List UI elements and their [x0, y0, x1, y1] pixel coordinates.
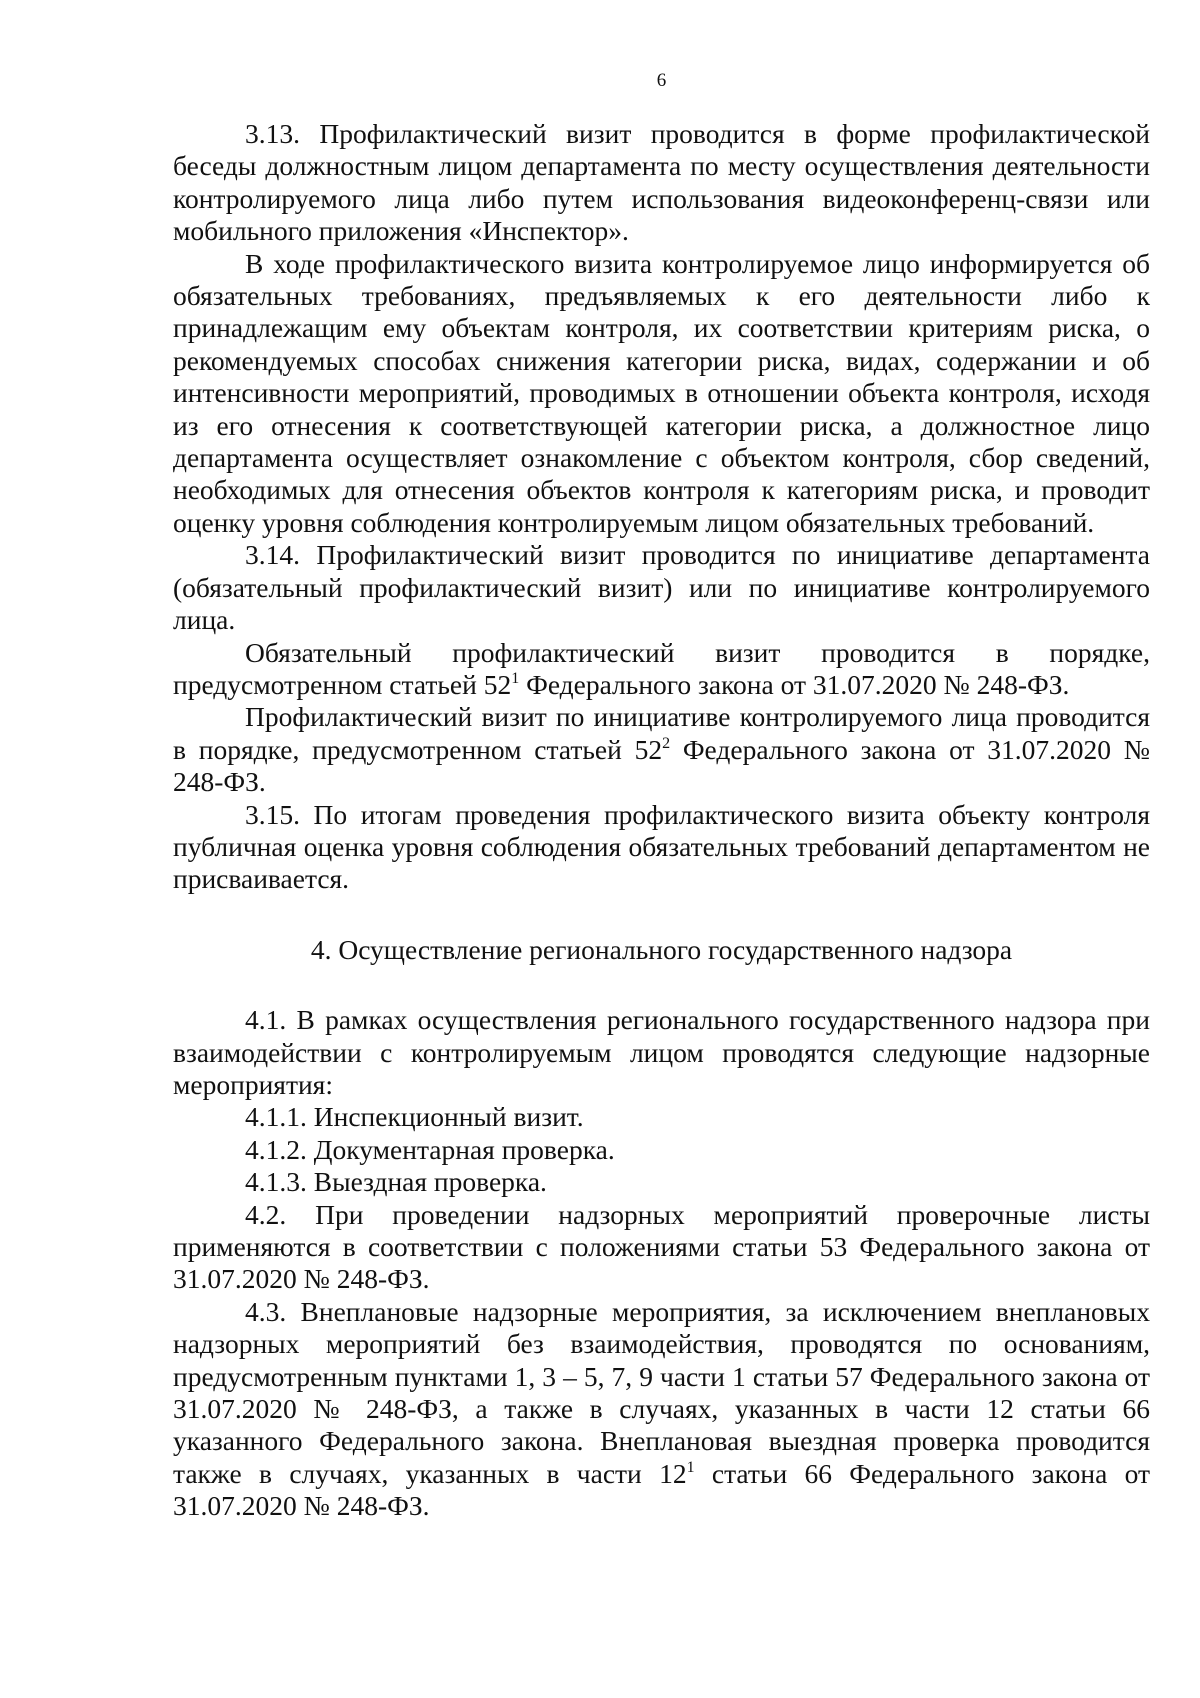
text-segment: 4.3. Внеплановые надзорные мероприятия, за исключением внеплановых надзорных мероприятий без взаимодействия, проводятся по основаниям, предусмотренным пунктами 1, 3 – 5, 7, 9 части 1 статьи 57 Федерального закона от 31.07.2020 № 248-ФЗ, а также в случаях, указанных в части 12 статьи 66 указанного Федерального закона. Внеплановая выездная проверка проводится также в случаях, указанных в части 12	[173, 1295, 1150, 1489]
paragraph-4-1: 4.1. В рамках осуществления регионального государственного надзора при взаимодействии с контролируемым лицом проводятся следующие надзорные мероприятия:	[173, 1004, 1150, 1100]
paragraph-4-1-2: 4.1.2. Документарная проверка.	[245, 1133, 615, 1165]
superscript: 1	[511, 669, 520, 687]
text-segment: статьи 66 Федерального закона от 31.07.2020 № 248-ФЗ.	[173, 1457, 1151, 1522]
paragraph-4-2: 4.2. При проведении надзорных мероприятий проверочные листы применяются в соответствии с положениями статьи 53 Федерального закона от 31.07.2020 № 248-ФЗ.	[173, 1198, 1150, 1295]
paragraph-3-13: 3.13. Профилактический визит проводится в форме профилактической беседы должностным лицом департамента по месту осуществления деятельности контролируемого лица либо путем использования видеоконференц-связи или мобильного приложения «Инспектор».	[173, 118, 1150, 247]
text-segment: Федерального закона от 31.07.2020 № 248-ФЗ.	[173, 733, 1150, 798]
paragraph-initiative-visit	[173, 701, 1150, 798]
section-heading: 4. Осуществление регионального государственного надзора	[310, 933, 1013, 965]
paragraph-mandatory-visit	[173, 637, 1150, 702]
paragraph-4-1-1: 4.1.1. Инспекционный визит.	[245, 1101, 584, 1133]
text-segment: Обязательный профилактический визит проводится в порядке, предусмотренном статьей 52	[173, 636, 1150, 700]
text-segment: Профилактический визит по инициативе контролируемого лица проводится в порядке, предусмотренном статьей 52	[173, 701, 1150, 765]
paragraph-3-15: 3.15. По итогам проведения профилактического визита объекту контроля публичная оценка уровня соблюдения обязательных требований департаментом не присваивается.	[173, 798, 1150, 895]
document-body	[173, 118, 1150, 1523]
text-segment: Федерального закона от 31.07.2020 № 248-ФЗ.	[519, 668, 1070, 700]
paragraph-4-1-3: 4.1.3. Выездная проверка.	[245, 1166, 547, 1198]
superscript: 2	[662, 734, 671, 752]
paragraph-3-14: 3.14. Профилактический визит проводится по инициативе департамента (обязательный профилактический визит) или по инициативе контролируемого лица.	[173, 539, 1150, 636]
paragraph-visit-info: В ходе профилактического визита контролируемое лицо информируется об обязательных требованиях, предъявляемых к его деятельности либо к принадлежащим ему объектам контроля, их соответствии критериям риска, о рекомендуемых способах снижения категории риска, видах, содержании и об интенсивности мероприятий, проводимых в отношении объекта контроля, исходя из его отнесения к соответствующей категории риска, а должностное лицо департамента осуществляет ознакомление с объектом контроля, сбор сведений, необходимых для отнесения объектов контроля к категориям риска, и проводит оценку уровня соблюдения контролируемым лицом обязательных требований.	[173, 247, 1150, 538]
paragraph-4-3	[173, 1296, 1150, 1523]
superscript: 1	[686, 1458, 695, 1476]
page-number: 6	[656, 70, 667, 91]
